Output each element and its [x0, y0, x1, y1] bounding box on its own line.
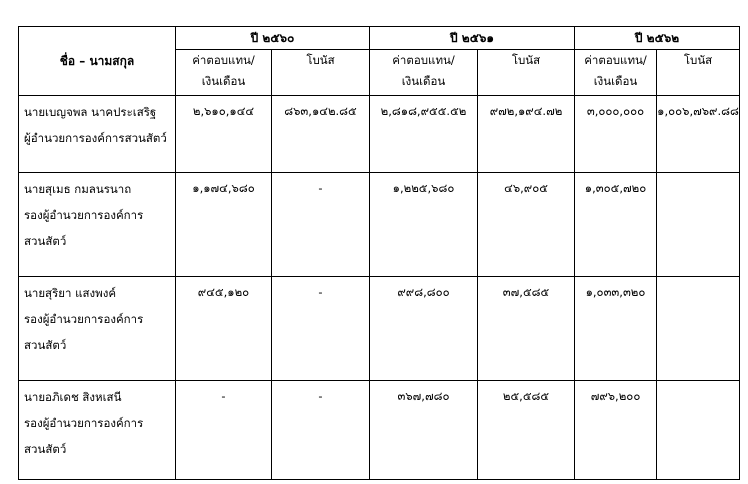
- person-title: ผู้อำนวยการองค์การสวนสัตว์: [24, 131, 167, 145]
- bonus-2562-cell: [657, 173, 740, 277]
- person-cell: [19, 277, 176, 381]
- salary-header-line2: เงินเดือน: [593, 74, 638, 88]
- salary-2561-cell: ๙๙๘,๘๐๐: [370, 277, 478, 381]
- executive-compensation-table: [18, 26, 740, 480]
- person-title-line1: รองผู้อำนวยการองค์การ: [24, 416, 144, 430]
- salary-header-line1: ค่าตอบแทน/: [392, 53, 455, 67]
- salary-header-line2: เงินเดือน: [401, 74, 446, 88]
- bonus-2561-cell: ๒๕,๕๘๕: [478, 381, 575, 480]
- bonus-header-2561: โบนัส: [478, 50, 575, 96]
- bonus-header-2562: โบนัส: [657, 50, 740, 96]
- person-cell: [19, 381, 176, 480]
- bonus-2561-cell: ๔๖,๙๐๕: [478, 173, 575, 277]
- person-cell: [19, 173, 176, 277]
- bonus-2562-cell: [657, 277, 740, 381]
- person-name: นายสุริยา แสงพงค์: [24, 286, 117, 300]
- person-title-line1: รองผู้อำนวยการองค์การ: [24, 208, 144, 222]
- person-name: นายสุเมธ กมลนรนาถ: [24, 182, 132, 196]
- salary-header-2561: [370, 50, 478, 96]
- salary-2560-cell: ๙๔๕,๑๒๐: [176, 277, 272, 381]
- table-row: [19, 96, 740, 173]
- person-name: นายเบญจพล นาคประเสริฐ: [24, 105, 157, 119]
- salary-2562-cell: ๗๙๖,๒๐๐: [575, 381, 657, 480]
- salary-2561-cell: ๑,๒๒๕,๖๘๐: [370, 173, 478, 277]
- bonus-2561-cell: ๓๗,๕๘๕: [478, 277, 575, 381]
- person-title-line2: สวนสัตว์: [24, 234, 67, 248]
- person-name: นายอภิเดช สิงหเสนี: [24, 390, 122, 404]
- salary-2561-cell: ๒,๘๑๘,๙๕๕.๕๒: [370, 96, 478, 173]
- bonus-2560-cell: -: [272, 381, 370, 480]
- table-row: [19, 277, 740, 381]
- salary-2561-cell: ๓๖๗,๗๘๐: [370, 381, 478, 480]
- person-title-line2: สวนสัตว์: [24, 442, 67, 456]
- salary-header-2562: [575, 50, 657, 96]
- table-row: [19, 381, 740, 480]
- bonus-2560-cell: -: [272, 173, 370, 277]
- year-header-row: [19, 27, 740, 50]
- table-row: [19, 173, 740, 277]
- bonus-2561-cell: ๙๗๒,๑๙๔.๗๒: [478, 96, 575, 173]
- salary-header-line1: ค่าตอบแทน/: [192, 53, 255, 67]
- bonus-2560-cell: -: [272, 277, 370, 381]
- person-title-line2: สวนสัตว์: [24, 338, 67, 352]
- year-header-2561: ปี ๒๕๖๑: [370, 27, 575, 50]
- person-title-line1: รองผู้อำนวยการองค์การ: [24, 312, 144, 326]
- year-header-2562: ปี ๒๕๖๒: [575, 27, 740, 50]
- salary-2560-cell: ๒,๖๑๐,๑๔๔: [176, 96, 272, 173]
- bonus-header-2560: โบนัส: [272, 50, 370, 96]
- bonus-2562-cell: ๑,๐๐๖,๗๖๙.๘๘: [657, 96, 740, 173]
- salary-2562-cell: ๑,๓๐๕,๗๒๐: [575, 173, 657, 277]
- salary-header-line1: ค่าตอบแทน/: [584, 53, 647, 67]
- person-cell: [19, 96, 176, 173]
- year-header-2560: ปี ๒๕๖๐: [176, 27, 370, 50]
- salary-2562-cell: ๑,๐๓๓,๓๒๐: [575, 277, 657, 381]
- salary-2560-cell: -: [176, 381, 272, 480]
- salary-2562-cell: ๓,๐๐๐,๐๐๐: [575, 96, 657, 173]
- name-column-header: ชื่อ – นามสกุล: [19, 27, 176, 96]
- salary-header-2560: [176, 50, 272, 96]
- salary-2560-cell: ๑,๑๗๔,๖๘๐: [176, 173, 272, 277]
- salary-header-line2: เงินเดือน: [201, 74, 246, 88]
- bonus-2562-cell: [657, 381, 740, 480]
- bonus-2560-cell: ๘๖๓,๑๔๒.๘๕: [272, 96, 370, 173]
